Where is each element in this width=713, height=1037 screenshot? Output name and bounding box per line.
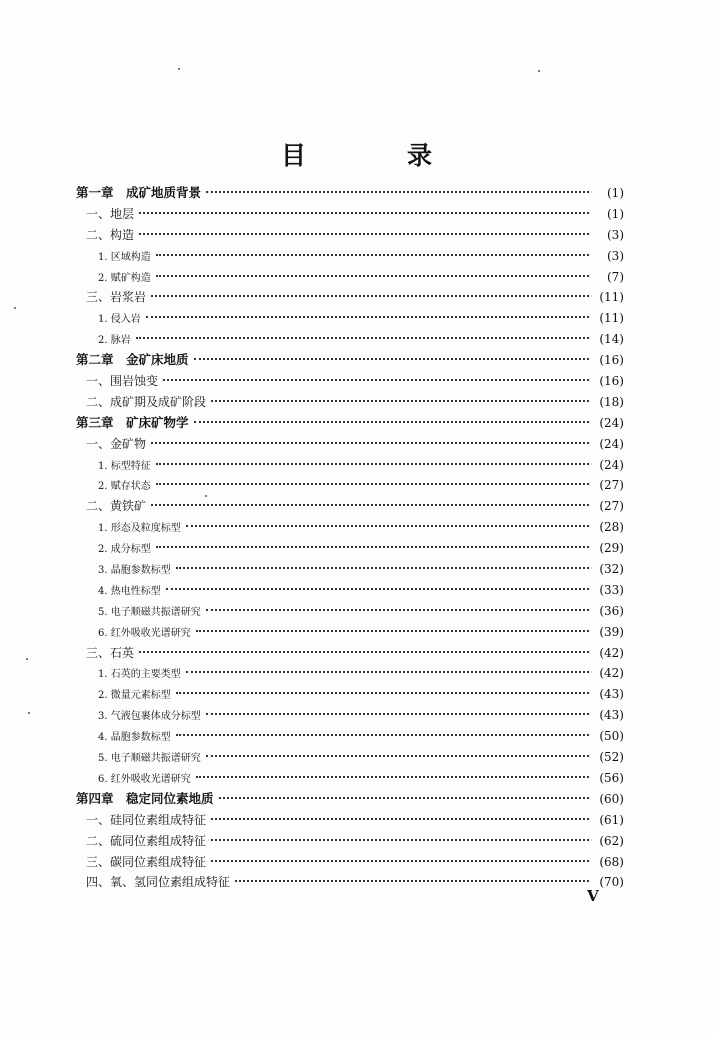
toc-section-row [76,371,624,392]
toc-entry-title: 2. 脉岩 [98,335,131,347]
toc-entry-title: 第一章 成矿地质背景 [76,185,202,200]
dot-leader [211,818,589,820]
scan-speck [205,495,207,497]
toc-page-number: (33) [599,582,624,597]
toc-entry-title: 3. 气液包裹体成分标型 [98,711,201,723]
toc-page-number: (11) [599,290,624,305]
dot-leader [176,567,589,569]
toc-chapter-row [76,413,624,434]
toc-page-number: (24) [599,436,624,451]
dot-leader [139,651,589,653]
toc-subsection-row [76,329,624,350]
dot-leader [206,713,589,715]
toc-entry-title: 一、围岩蚀变 [86,374,159,389]
toc-entry-title: 第三章 矿床矿物学 [76,414,189,430]
toc-page-number: (24) [599,457,624,472]
toc-chapter-row [76,350,624,371]
toc-chapter-row [76,789,624,810]
toc-page-number: (56) [599,770,624,785]
toc-subsection-row [76,538,624,559]
toc-subsection-row [76,475,624,496]
toc-entry-title: 1. 区域构造 [98,251,151,263]
toc-page-number: (29) [599,541,624,556]
dot-leader [186,671,589,673]
toc-section-row [76,810,624,831]
dot-leader [206,191,589,193]
dot-leader [139,233,589,235]
dot-leader [156,546,589,548]
page-title: 目 录 [280,141,470,170]
dot-leader [194,358,589,360]
scan-speck [28,712,30,714]
toc-entry-title: 第二章 金矿床地质 [76,352,189,368]
toc-subsection-row [76,663,624,684]
dot-leader [219,797,589,799]
dot-leader [156,254,589,256]
toc-entry-title: 三、岩浆岩 [86,290,147,305]
toc-page-number: (27) [599,499,624,514]
toc-page-number: (52) [599,750,624,765]
dot-leader [211,400,589,402]
toc-page-number: (3) [607,227,624,242]
dot-leader [139,212,589,214]
dot-leader [156,463,589,465]
dot-leader [136,337,589,339]
toc-page-number: (32) [599,562,624,577]
toc-page-number: (43) [599,708,624,723]
dot-leader [151,504,589,506]
toc-entry-title: 4. 热电性标型 [98,585,161,597]
toc-section-row [76,872,624,893]
toc-section-row [76,204,624,225]
dot-leader [163,379,589,381]
toc-entry-title: 二、成矿期及成矿阶段 [86,394,207,409]
toc-page-number: (11) [599,311,624,326]
toc-entry-title: 1. 石英的主要类型 [98,669,181,681]
toc-section-row [76,852,624,873]
toc-entry-title: 1. 形态及粒度标型 [98,523,181,535]
toc-entry-title: 一、金矿物 [86,436,147,451]
toc-page-number: (36) [599,603,624,618]
toc-subsection-row [76,455,624,476]
dot-leader [156,483,589,485]
toc-subsection-row [76,622,624,643]
dot-leader [151,442,589,444]
dot-leader [186,525,589,527]
toc-entry-title: 2. 成分标型 [98,544,151,556]
toc-page-number: (68) [599,854,624,869]
toc-entry-title: 5. 电子顺磁共振谱研究 [98,606,201,618]
dot-leader [206,755,589,757]
toc-section-row [76,225,624,246]
toc-entry-title: 1. 侵入岩 [98,314,141,326]
toc-page-number: (24) [599,415,624,430]
dot-leader [156,275,589,277]
toc-page-number: (1) [607,186,624,200]
toc-page-number: (27) [599,478,624,493]
toc-subsection-row [76,308,624,329]
toc-page-number: (43) [599,687,624,702]
toc-subsection-row [76,768,624,789]
toc-page-number: (18) [599,394,624,409]
dot-leader [206,609,589,611]
toc-page-number: (7) [607,269,624,284]
dot-leader [211,839,589,841]
toc-subsection-row [76,601,624,622]
dot-leader [166,588,589,590]
toc-entry-title: 二、硫同位素组成特征 [86,833,207,848]
scan-speck [14,307,16,309]
toc-entry-title: 6. 红外吸收光谱研究 [98,773,191,785]
toc-page-number: (42) [599,666,624,681]
toc-subsection-row [76,517,624,538]
toc-entry-title: 6. 红外吸收光谱研究 [98,627,191,639]
toc-entry-title: 二、构造 [86,227,135,242]
toc-subsection-row [76,246,624,267]
toc-page-number: (60) [599,791,624,806]
toc-page-number: (62) [599,833,624,848]
toc-page-number: (61) [599,812,624,827]
toc-page-number: (42) [599,645,624,660]
toc-section-row [76,496,624,517]
toc-subsection-row [76,267,624,288]
toc-subsection-row [76,747,624,768]
toc-page-number: (39) [599,624,624,639]
toc-page-number: (16) [599,353,624,368]
toc-section-row [76,392,624,413]
dot-leader [196,776,589,778]
dot-leader [146,316,589,318]
toc-entry-title: 5. 电子顺磁共振谱研究 [98,753,201,765]
toc-section-row [76,434,624,455]
dot-leader [151,295,589,297]
toc-entry-title: 三、石英 [86,645,135,660]
dot-leader [196,630,589,632]
toc-page-number: (1) [607,206,624,221]
toc-page-number: (14) [599,332,624,347]
toc-entry-title: 2. 赋存状态 [98,481,151,493]
toc-entry-title: 第四章 稳定同位素地质 [76,790,214,806]
toc-entry-title: 1. 标型特征 [98,460,151,472]
dot-leader [176,692,589,694]
toc-page-number: (50) [599,729,624,744]
toc-entry-title: 2. 赋矿构造 [98,272,151,284]
toc-entry-title: 3. 晶胞参数标型 [98,565,171,577]
toc-entry-title: 四、氧、氢同位素组成特征 [86,875,231,890]
scan-speck [26,658,28,660]
toc-entry-title: 三、碳同位素组成特征 [86,854,207,869]
dot-leader [194,421,589,423]
toc-section-row [76,287,624,308]
scan-speck [178,68,180,70]
page-folio: V [587,887,599,905]
toc-subsection-row [76,580,624,601]
toc-subsection-row [76,726,624,747]
toc-subsection-row [76,559,624,580]
toc-section-row [76,643,624,664]
dot-leader [235,880,589,882]
dot-leader [211,860,589,862]
toc-page-number: (16) [599,374,624,389]
toc-entry-title: 2. 微量元素标型 [98,690,171,702]
toc-section-row [76,831,624,852]
table-of-contents [76,183,624,893]
dot-leader [176,734,589,736]
toc-page-number: (3) [607,248,624,263]
toc-entry-title: 一、硅同位素组成特征 [86,812,207,827]
toc-page-number: (28) [599,520,624,535]
toc-entry-title: 一、地层 [86,206,135,221]
toc-subsection-row [76,684,624,705]
toc-page-number: (70) [599,875,624,890]
toc-chapter-row [76,183,624,204]
scan-speck [538,70,540,72]
toc-entry-title: 二、黄铁矿 [86,499,147,514]
toc-entry-title: 4. 晶胞参数标型 [98,732,171,744]
toc-subsection-row [76,705,624,726]
